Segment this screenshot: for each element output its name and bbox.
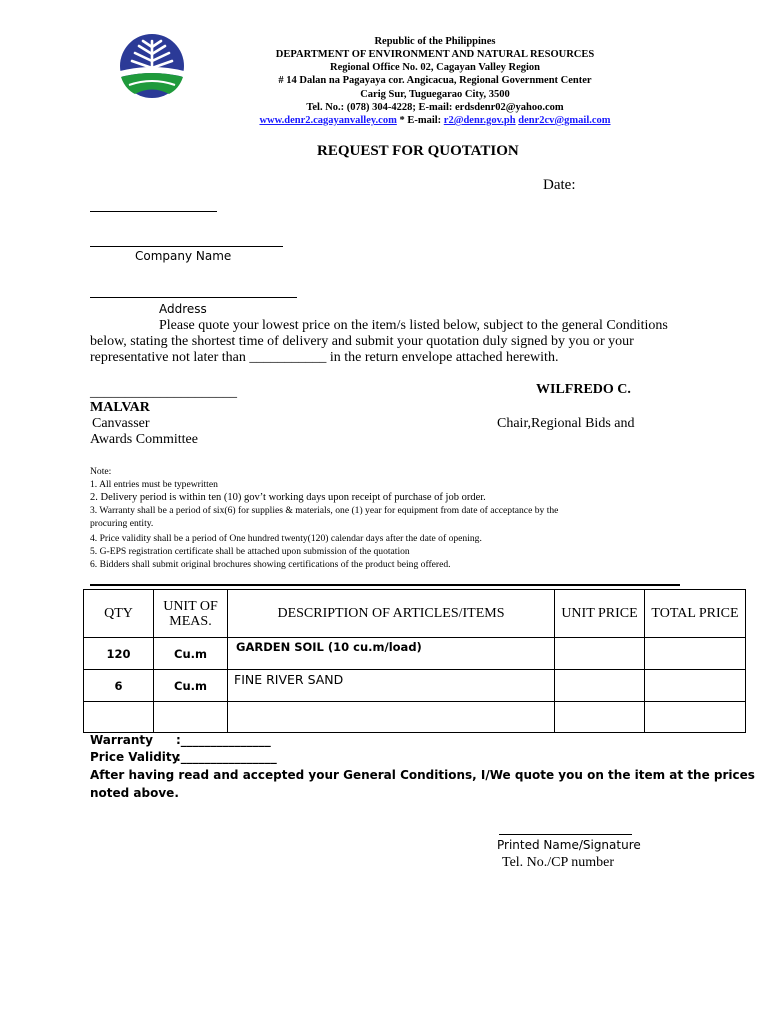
tel-cp-label: Tel. No./CP number — [502, 855, 615, 870]
warranty-label: Warranty — [90, 733, 153, 747]
company-name-label: Company Name — [135, 249, 232, 263]
company-blank-line — [90, 246, 283, 247]
email-separator: * E-mail: — [399, 115, 442, 126]
envelope-text: in the return envelope attached herewith. — [329, 350, 559, 365]
signature-line — [499, 834, 632, 835]
date-blank-line — [90, 211, 217, 212]
address-label: Address — [159, 302, 207, 316]
note-item: 5. G-EPS registration certificate shall be attached upon submission of the quotation — [90, 546, 410, 557]
cell-unit-price — [555, 670, 645, 702]
canvasser-name: MALVAR — [90, 400, 150, 415]
note-item: 6. Bidders shall submit original brochures showing certifications of the product being offered. — [90, 559, 451, 570]
header-unit — [154, 590, 228, 638]
note-item: 4. Price validity shall be a period of One hundred twenty(120) calendar days after the date of opening. — [90, 533, 482, 544]
canvasser-title: Canvasser — [92, 416, 150, 431]
denr-logo — [119, 33, 185, 99]
committee-title: Awards Committee — [90, 432, 198, 447]
header-republic: Republic of the Philippines — [374, 36, 496, 47]
header-tel: Tel. No.: (078) 304-4228; E-mail: erdsdenr02@yahoo.com — [306, 102, 564, 113]
items-table — [83, 589, 746, 733]
table-header-row — [84, 590, 746, 638]
note-item: procuring entity. — [90, 518, 154, 529]
header-total-price: TOTAL PRICE — [645, 590, 746, 638]
warranty-value: :_______________ — [176, 733, 271, 747]
notes-divider — [90, 584, 680, 586]
chair-title: Chair,Regional Bids and — [497, 416, 635, 431]
header-department: DEPARTMENT OF ENVIRONMENT AND NATURAL RESOURCES — [275, 49, 595, 60]
page-title: REQUEST FOR QUOTATION — [317, 143, 519, 159]
header-address: # 14 Dalan na Pagayaya cor. Angicacua, Regional Government Center — [278, 75, 592, 86]
table-row — [84, 702, 746, 733]
cell-unit: Cu.m — [154, 638, 228, 670]
header-city: Carig Sur, Tuguegarao City, 3500 — [360, 89, 510, 100]
header-unit-line-1: UNIT OF — [163, 598, 218, 614]
cell-description: GARDEN SOIL (10 cu.m/load) — [228, 638, 555, 670]
price-validity-label: Price Validity — [90, 750, 180, 764]
note-item: 1. All entries must be typewritten — [90, 479, 218, 490]
header-description: DESCRIPTION OF ARTICLES/ITEMS — [228, 590, 555, 638]
price-validity-value: :________________ — [176, 750, 277, 764]
cell-qty: 120 — [84, 638, 154, 670]
deadline-label: representative not later than — [90, 350, 246, 365]
table-row — [84, 670, 746, 702]
deadline-blank: ___________ — [249, 350, 327, 365]
body-line-1: Please quote your lowest price on the item/s listed below, subject to the general Conditions — [159, 318, 668, 333]
cell-unit-price — [555, 702, 645, 733]
header-qty: QTY — [84, 590, 154, 638]
header-unit-line-2: MEAS. — [169, 613, 212, 629]
cell-description — [228, 702, 555, 733]
cell-total-price — [645, 670, 746, 702]
cell-qty — [84, 702, 154, 733]
email-link-1[interactable]: r2@denr.gov.ph — [443, 115, 516, 126]
note-item: 3. Warranty shall be a period of six(6) for supplies & materials, one (1) year for equipment from date of acceptance by the — [90, 505, 559, 516]
table-row — [84, 638, 746, 670]
cell-qty: 6 — [84, 670, 154, 702]
acceptance-line-1: After having read and accepted your General Conditions, I/We quote you on the item at the prices — [90, 768, 755, 782]
canvasser-line: _____________________ — [90, 385, 237, 400]
cell-total-price — [645, 638, 746, 670]
email-link-2[interactable]: denr2cv@gmail.com — [518, 115, 611, 126]
cell-total-price — [645, 702, 746, 733]
website-link[interactable]: www.denr2.cagayanvalley.com — [259, 115, 397, 126]
note-item: 2. Delivery period is within ten (10) gov’t working days upon receipt of purchase of job order. — [90, 492, 486, 503]
denr-seal-icon — [119, 33, 185, 99]
body-line-3 — [90, 350, 558, 366]
acceptance-line-2: noted above. — [90, 786, 179, 800]
date-label: Date: — [543, 177, 576, 193]
chair-name: WILFREDO C. — [536, 382, 631, 397]
cell-unit — [154, 702, 228, 733]
header-links — [180, 115, 690, 128]
address-blank-line — [90, 297, 297, 298]
header-unit-price: UNIT PRICE — [555, 590, 645, 638]
cell-unit: Cu.m — [154, 670, 228, 702]
header-regional-office: Regional Office No. 02, Cagayan Valley Region — [330, 62, 540, 73]
printed-name-label: Printed Name/Signature — [497, 838, 641, 852]
cell-unit-price — [555, 638, 645, 670]
body-line-2: below, stating the shortest time of delivery and submit your quotation duly signed by you or your — [90, 334, 634, 349]
cell-description: FINE RIVER SAND — [228, 670, 555, 702]
note-heading: Note: — [90, 466, 112, 477]
